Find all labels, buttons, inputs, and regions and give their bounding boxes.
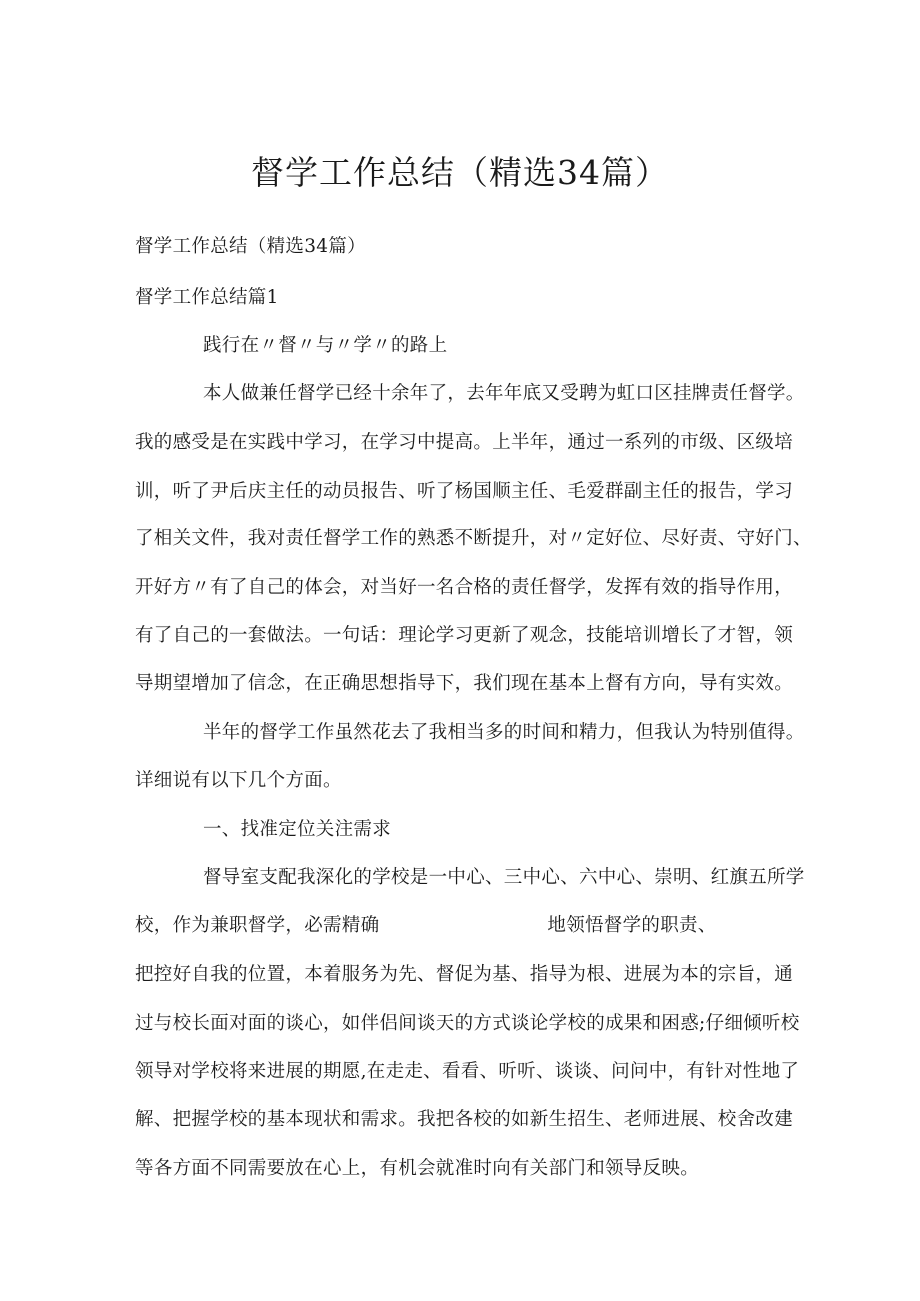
paragraph-line: 有了自己的一套做法。一句话：理论学习更新了观念，技能培训增长了才智，领 (135, 625, 794, 646)
section-subheading: 一、找准定位关注需求 (203, 819, 392, 840)
paragraph-line-part: 地领悟督学的职责、 (547, 915, 717, 936)
document-title: 督学工作总结（精选34篇） (251, 153, 669, 192)
paragraph-line: 训，听了尹后庆主任的动员报告、听了杨国顺主任、毛爱群副主任的报告，学习 (135, 481, 794, 502)
paragraph-line: 等各方面不同需要放在心上，有机会就准时向有关部门和领导反映。 (135, 1158, 700, 1179)
paragraph-line: 导期望增加了信念，在正确思想指导下，我们现在基本上督有方向，导有实效。 (135, 673, 794, 694)
paragraph-line: 我的感受是在实践中学习，在学习中提高。上半年，通过一系列的市级、区级培 (135, 432, 794, 453)
section-heading: 督学工作总结篇1 (135, 287, 279, 308)
paragraph-line: 了相关文件，我对责任督学工作的熟悉不断提升，对〃定好位、尽好责、守好门、 (135, 528, 812, 549)
article-title: 践行在〃督〃与〃学〃的路上 (203, 335, 448, 356)
paragraph-line: 解、把握学校的基本现状和需求。我把各校的如新生招生、老师进展、校舍改建 (135, 1109, 794, 1130)
paragraph-line: 领导对学校将来进展的期愿,在走走、看看、听听、谈谈、问问中，有针对性地了 (135, 1061, 800, 1082)
paragraph-line: 督导室支配我深化的学校是一中心、三中心、六中心、崇明、红旗五所学 (203, 867, 805, 888)
paragraph-line: 详细说有以下几个方面。 (135, 770, 342, 791)
paragraph-line: 过与校长面对面的谈心，如伴侣间谈天的方式谈论学校的成果和困惑;仔细倾听校 (135, 1013, 800, 1034)
subtitle: 督学工作总结（精选34篇） (135, 236, 366, 257)
paragraph-line: 本人做兼任督学已经十余年了，去年年底又受聘为虹口区挂牌责任督学。 (203, 383, 805, 404)
paragraph-line: 开好方〃有了自己的体会，对当好一名合格的责任督学，发挥有效的指导作用， (135, 577, 794, 598)
paragraph-line (135, 911, 717, 937)
paragraph-line: 半年的督学工作虽然花去了我相当多的时间和精力，但我认为特别值得。 (203, 722, 805, 743)
paragraph-line: 把控好自我的位置，本着服务为先、督促为基、指导为根、进展为本的宗旨，通 (135, 964, 794, 985)
paragraph-line-part: 校，作为兼职督学，必需精确 (135, 915, 380, 936)
